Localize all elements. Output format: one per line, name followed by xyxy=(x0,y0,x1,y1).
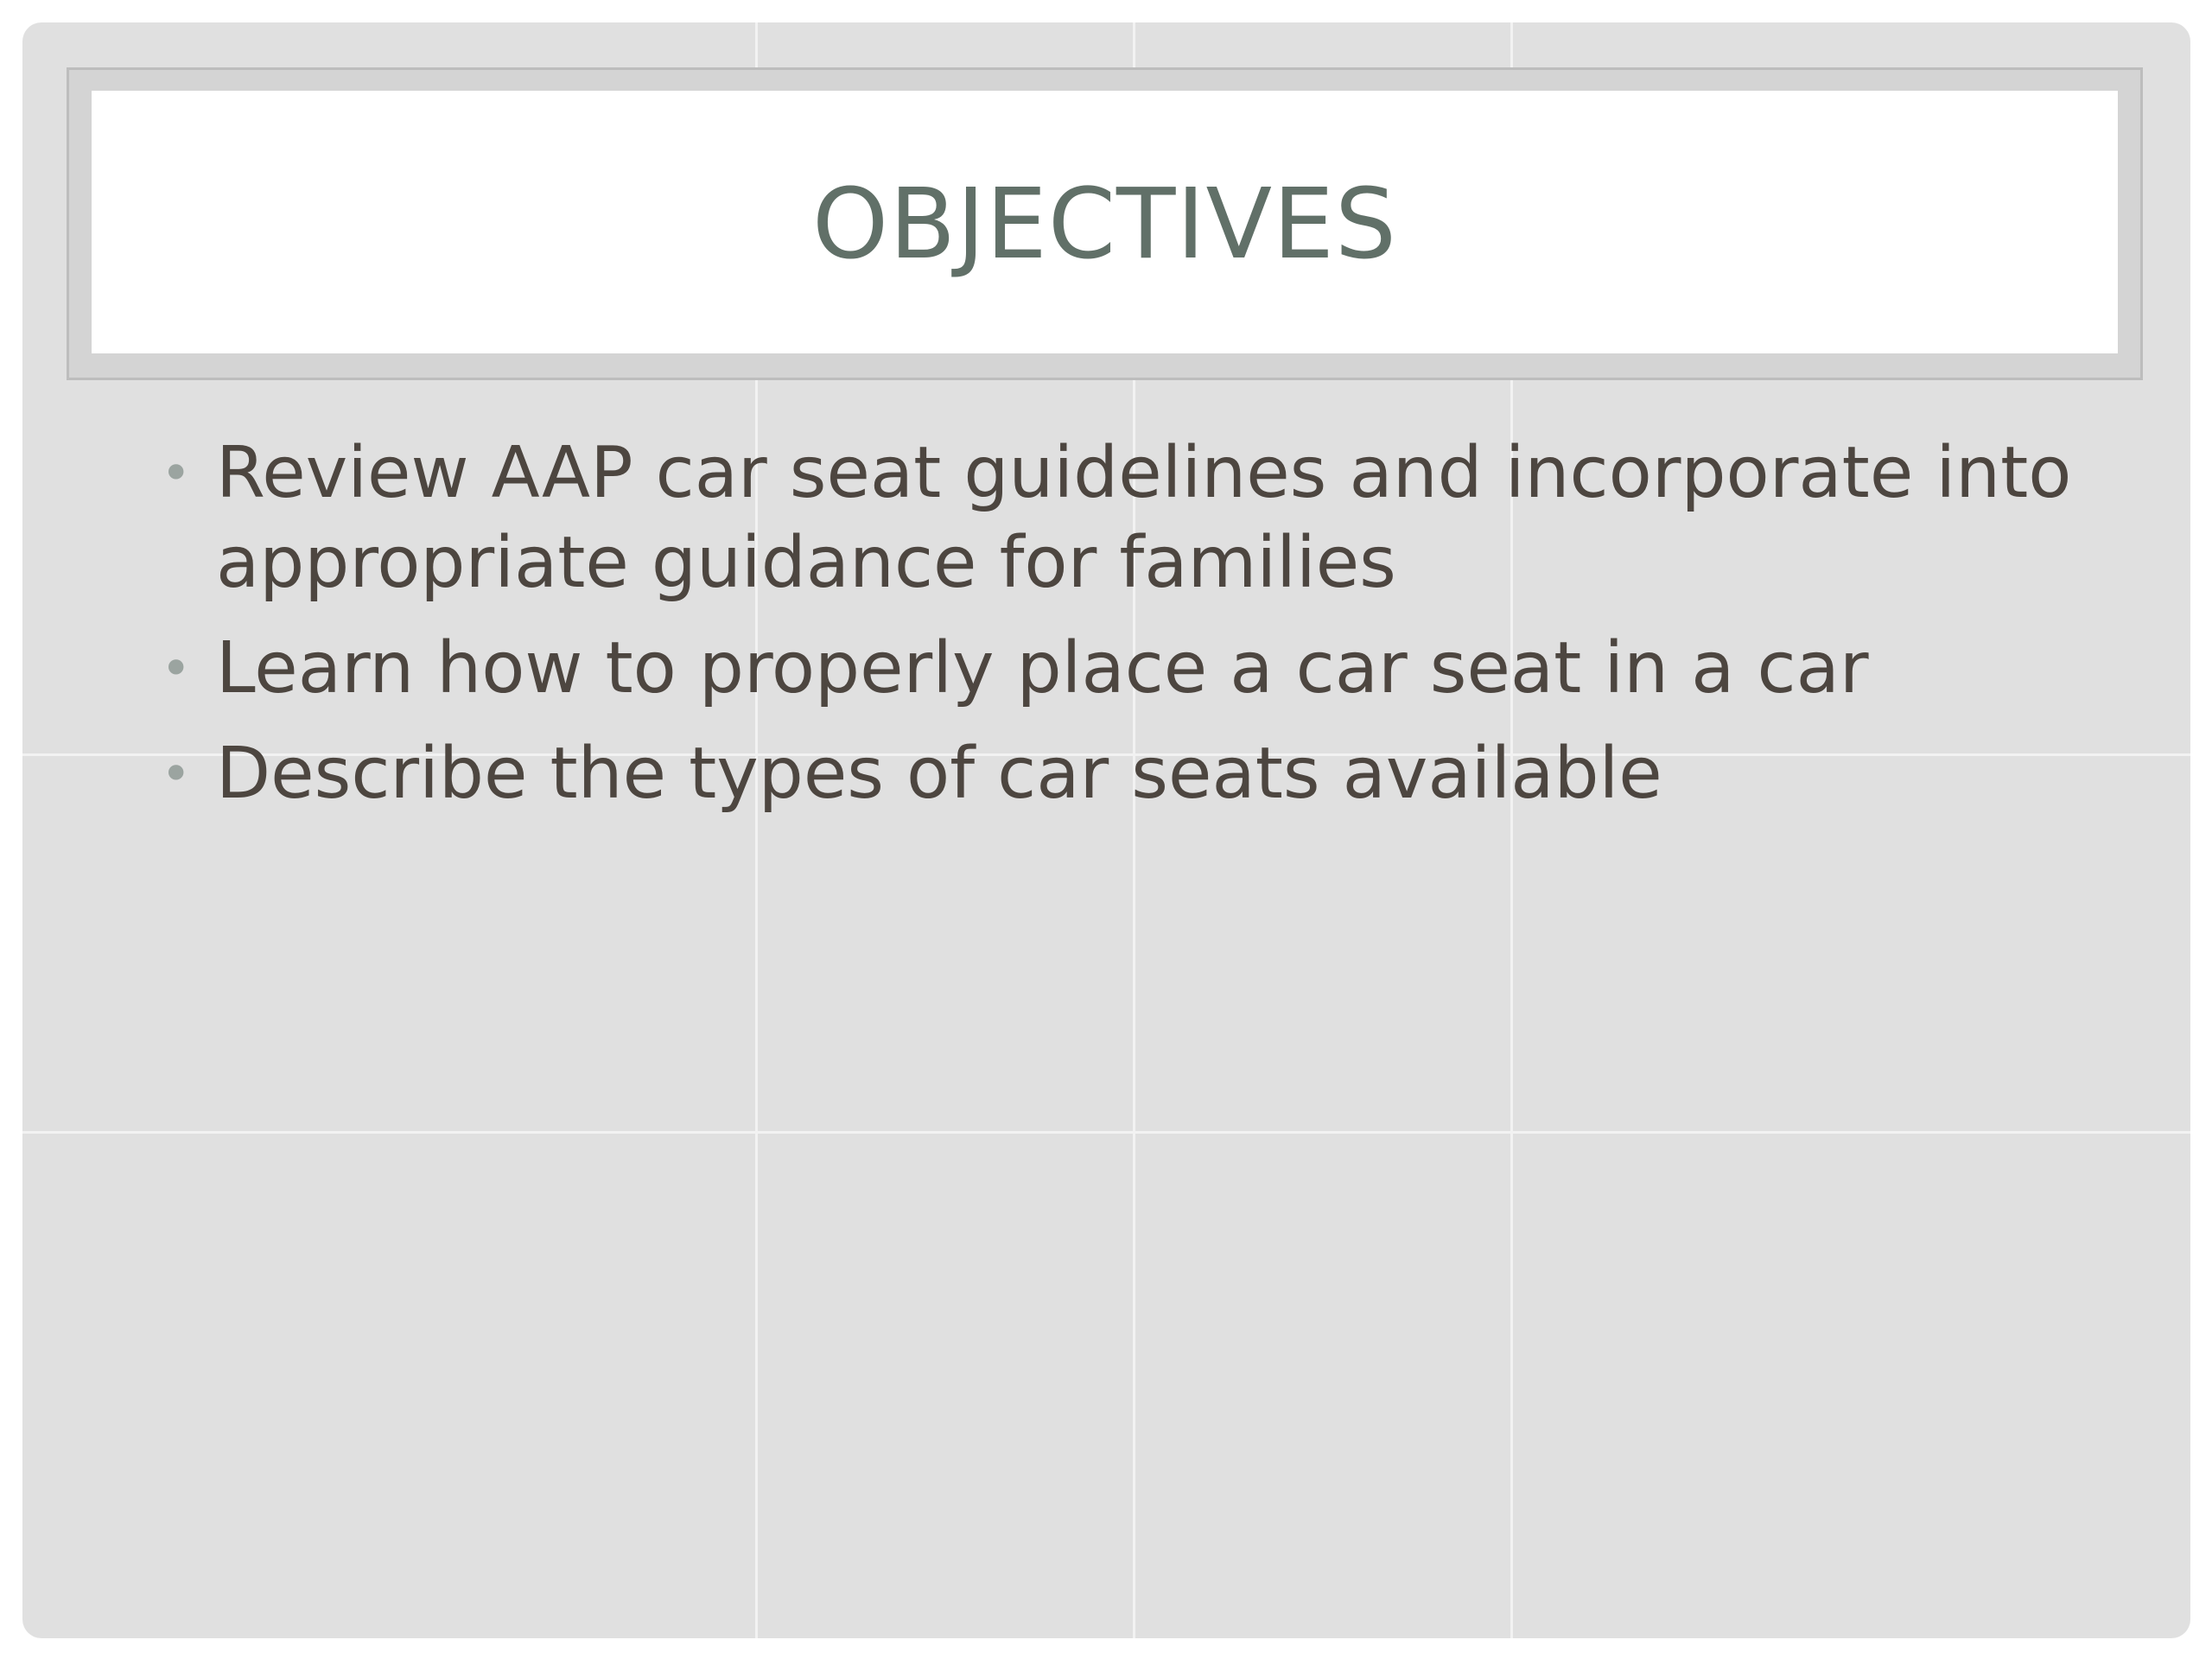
bullet-text: Review AAP car seat guidelines and incorporate into appropriate guidance for families xyxy=(216,432,2072,604)
bullet-list xyxy=(161,429,2096,835)
tile-grid-line xyxy=(22,1131,2190,1134)
title-frame xyxy=(67,67,2143,380)
slide xyxy=(22,22,2190,1638)
bullet-icon: • xyxy=(161,639,192,699)
slide-title: OBJECTIVES xyxy=(812,168,1397,281)
bullet-item xyxy=(161,429,2096,608)
title-box xyxy=(92,91,2118,353)
bullet-icon: • xyxy=(161,443,192,504)
bullet-item xyxy=(161,729,2096,819)
bullet-icon: • xyxy=(161,744,192,804)
bullet-text: Describe the types of car seats available xyxy=(216,733,1662,815)
bullet-item xyxy=(161,624,2096,714)
bullet-text: Learn how to properly place a car seat in a car xyxy=(216,627,1869,709)
